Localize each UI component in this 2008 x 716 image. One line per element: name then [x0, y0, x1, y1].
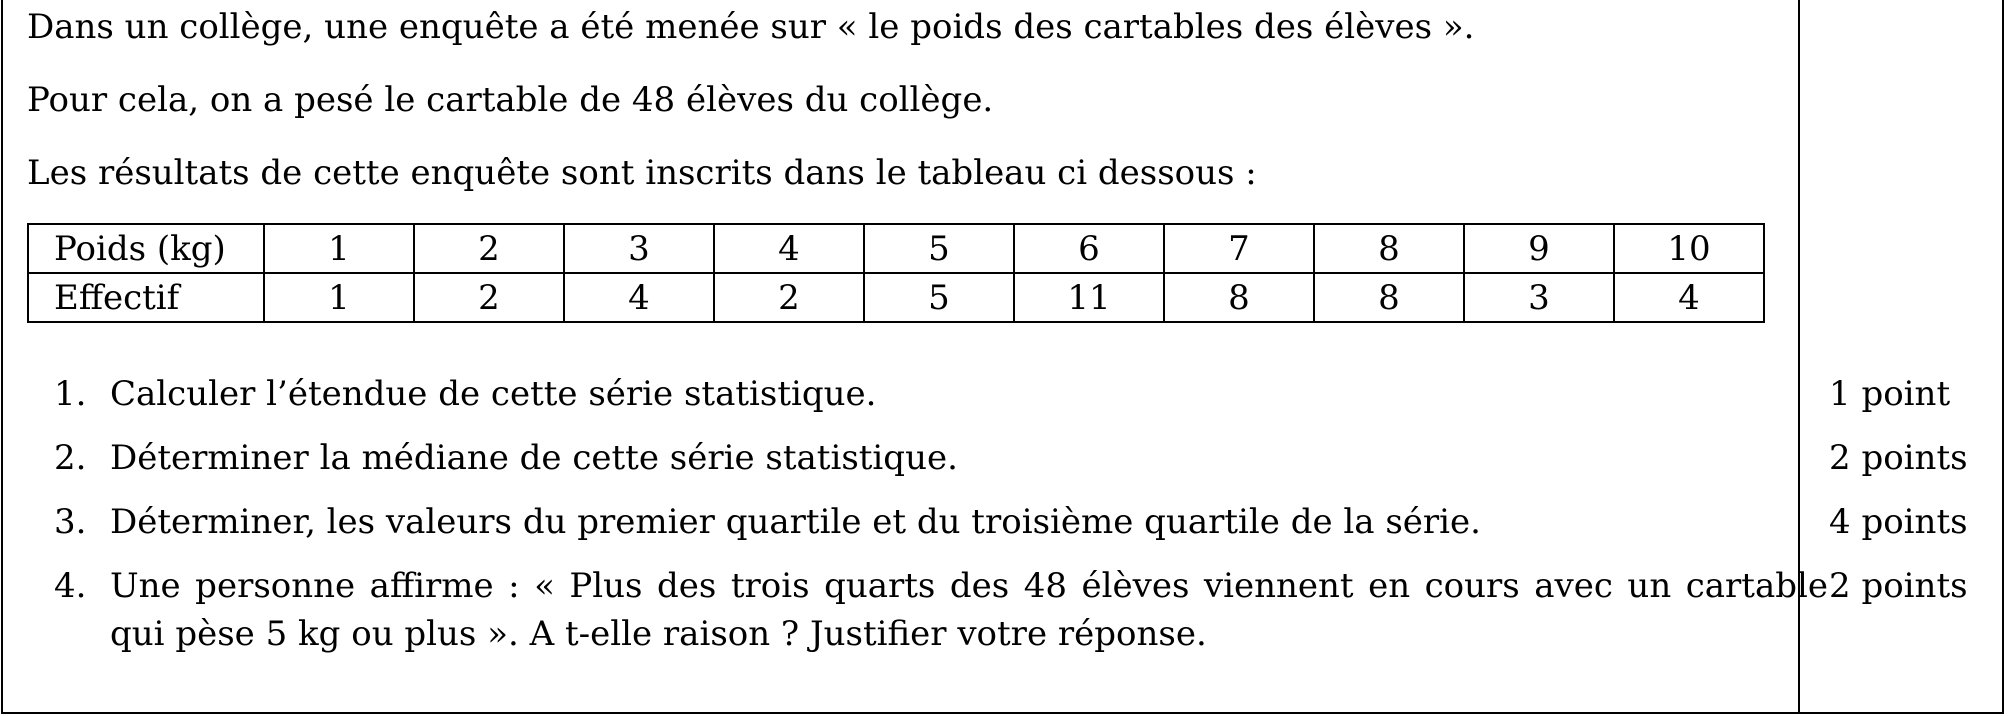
question-text: Calculer l’étendue de cette série statistique. — [110, 374, 877, 414]
table-cell: 5 — [864, 273, 1014, 322]
table-cell: 5 — [864, 224, 1014, 273]
table-row-weight — [28, 224, 1764, 273]
table-cell: 3 — [564, 224, 714, 273]
table-cell: 3 — [1464, 273, 1614, 322]
table-cell: 4 — [714, 224, 864, 273]
table-cell: 6 — [1014, 224, 1164, 273]
question-text: Une personne affirme : « Plus des trois quarts des 48 élèves viennent en cours avec un cartable qui pèse 5 kg ou plus ». A t-elle raison ? Justifier votre réponse. — [110, 566, 1828, 654]
question-number: 4. — [54, 566, 87, 606]
points-label: 2 points — [1829, 438, 1968, 478]
table-header-weight: Poids (kg) — [28, 224, 264, 273]
table-header-count: Effectif — [28, 273, 264, 322]
table-cell: 8 — [1164, 273, 1314, 322]
question-number: 2. — [54, 438, 87, 478]
table-cell: 2 — [714, 273, 864, 322]
points-label: 4 points — [1829, 502, 1968, 542]
points-label: 2 points — [1829, 566, 1968, 606]
table-cell: 4 — [564, 273, 714, 322]
intro-line-1: Dans un collège, une enquête a été menée sur « le poids des cartables des élèves ». — [27, 7, 1475, 47]
table-cell: 4 — [1614, 273, 1764, 322]
table-cell: 7 — [1164, 224, 1314, 273]
data-table — [27, 223, 1765, 323]
table-cell: 10 — [1614, 224, 1764, 273]
question-number: 1. — [54, 374, 87, 414]
points-label: 1 point — [1829, 374, 1951, 414]
question-text: Déterminer, les valeurs du premier quartile et du troisième quartile de la série. — [110, 502, 1481, 542]
table-cell: 8 — [1314, 224, 1464, 273]
table-cell: 2 — [414, 224, 564, 273]
table-cell: 1 — [264, 273, 414, 322]
intro-line-2: Pour cela, on a pesé le cartable de 48 élèves du collège. — [27, 80, 994, 120]
table-cell: 9 — [1464, 224, 1614, 273]
table-row-count — [28, 273, 1764, 322]
table-cell: 2 — [414, 273, 564, 322]
table-cell: 11 — [1014, 273, 1164, 322]
table-cell: 1 — [264, 224, 414, 273]
table-cell: 8 — [1314, 273, 1464, 322]
intro-line-3: Les résultats de cette enquête sont inscrits dans le tableau ci dessous : — [27, 153, 1257, 193]
question-number: 3. — [54, 502, 87, 542]
question-text: Déterminer la médiane de cette série statistique. — [110, 438, 958, 478]
